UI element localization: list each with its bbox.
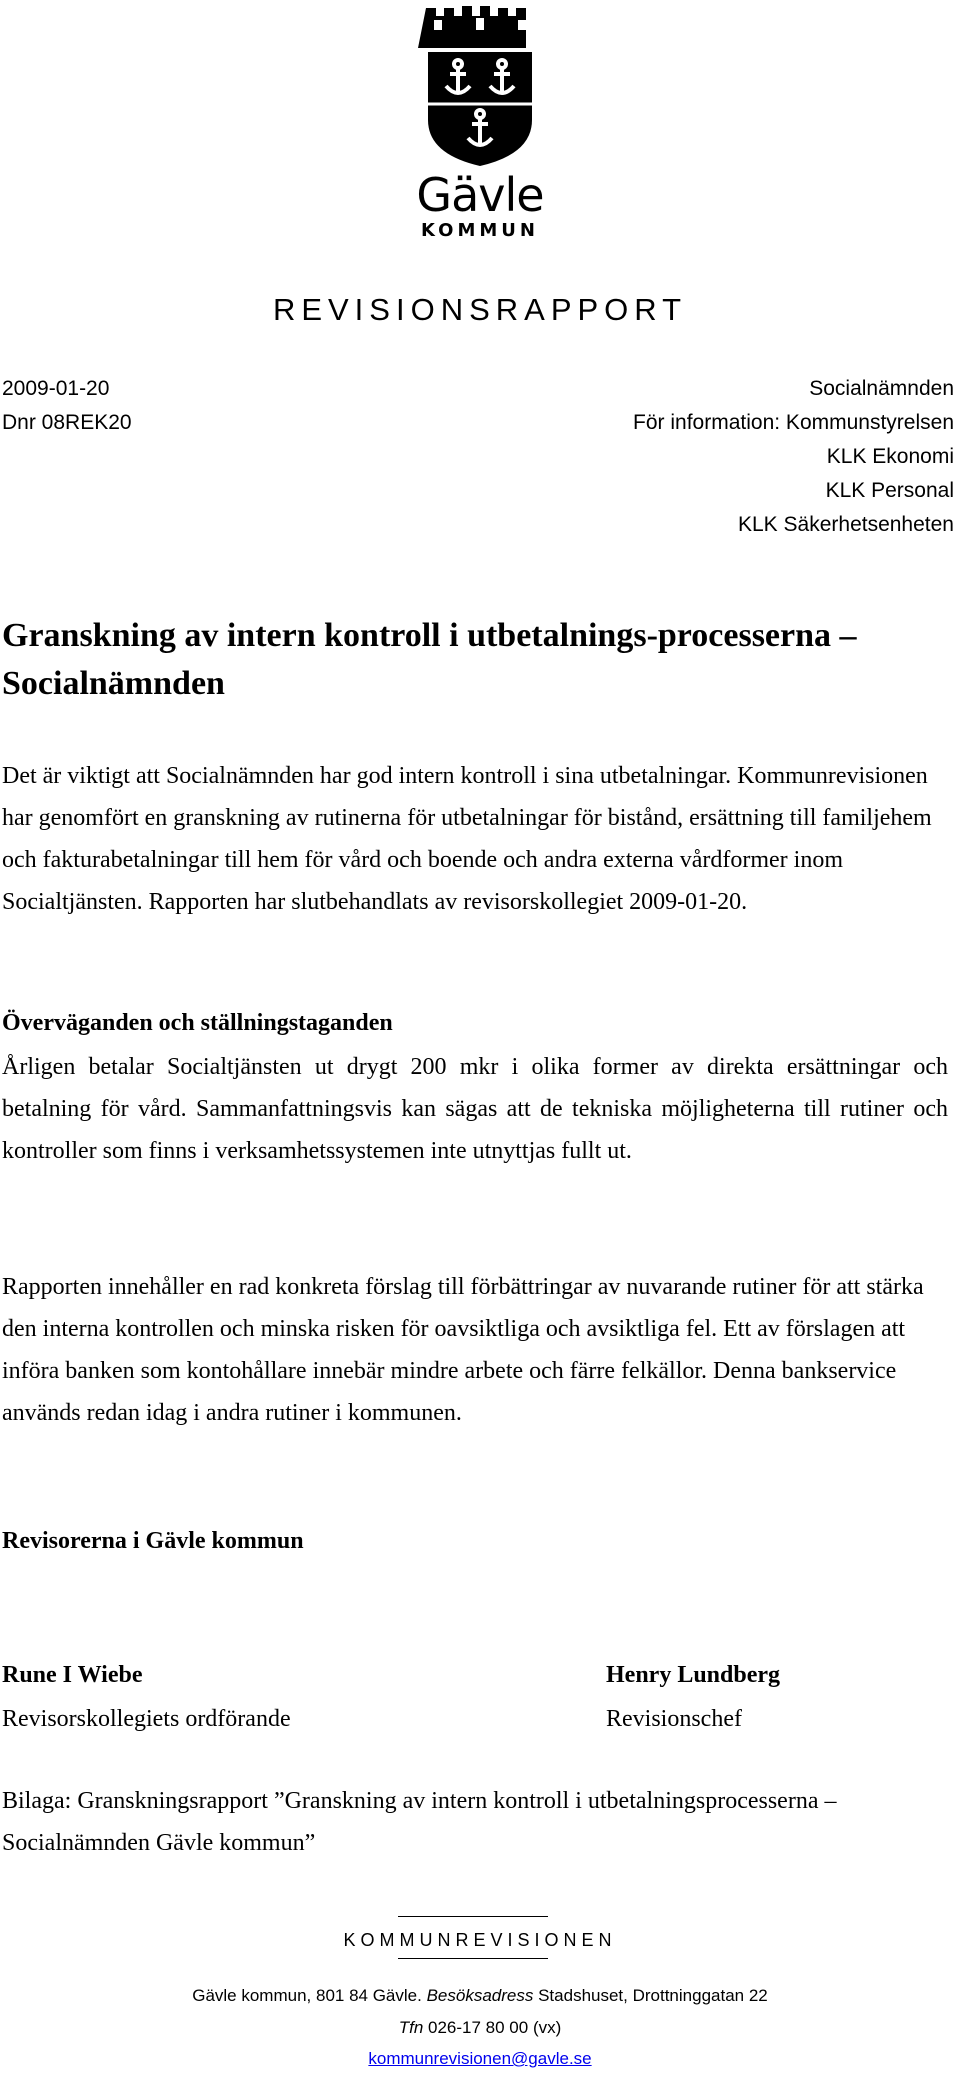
signatory-role: Revisionschef bbox=[606, 1706, 742, 1732]
footer-phone-number: 026-17 80 00 (vx) bbox=[428, 2018, 562, 2037]
attachment-note: Bilaga: Granskningsrapport ”Granskning av intern kontroll i utbetalningsprocesserna – Socialnämnden Gävle kommun” bbox=[2, 1788, 837, 1856]
report-heading: Granskning av intern kontroll i utbetalnings-processerna – Socialnämnden bbox=[2, 617, 857, 702]
footer-phone-label: Tfn bbox=[398, 2018, 424, 2037]
document-date: 2009-01-20 bbox=[2, 377, 110, 400]
signatory-1 bbox=[2, 1653, 291, 1741]
recipient: För information: Kommunstyrelsen bbox=[633, 411, 954, 434]
footer-phone bbox=[0, 2018, 960, 2038]
footer-email bbox=[0, 2049, 960, 2069]
footer-email-link[interactable]: kommunrevisionen@gavle.se bbox=[368, 2049, 592, 2068]
logo-wordmark: Gävle bbox=[416, 168, 544, 222]
signoff-heading: Revisorerna i Gävle kommun bbox=[2, 1528, 304, 1554]
footer-divider bbox=[398, 1916, 548, 1917]
logo-subtitle: KOMMUN bbox=[421, 220, 539, 241]
signatory-2 bbox=[606, 1653, 780, 1741]
footer-address bbox=[0, 1986, 960, 2006]
footer-title: KOMMUNREVISIONEN bbox=[343, 1930, 617, 1950]
signatory-role: Revisorskollegiets ordförande bbox=[2, 1706, 291, 1732]
signatory-name: Rune I Wiebe bbox=[2, 1662, 143, 1688]
footer-postal-address: Gävle kommun, 801 84 Gävle. bbox=[192, 1986, 422, 2005]
section-paragraph-1: Årligen betalar Socialtjänsten ut drygt 200 mkr i olika former av direkta ersättningar och betalning för vård. Sammanfattningsvis kan sägas att de tekniska möjligheterna till rutiner och kontroller som finns i verksamhetssystemen inte utnyttjas fullt ut. bbox=[2, 1054, 948, 1164]
document-meta bbox=[2, 372, 132, 440]
gavle-coat-of-arms-icon bbox=[410, 0, 550, 170]
document-type: REVISIONSRAPPORT bbox=[272, 292, 688, 327]
recipient-list bbox=[633, 372, 954, 542]
footer-visit-label: Besöksadress bbox=[426, 1986, 534, 2005]
recipient: KLK Säkerhetsenheten bbox=[738, 513, 954, 536]
signatory-name: Henry Lundberg bbox=[606, 1662, 781, 1688]
section-paragraph-2: Rapporten innehåller en rad konkreta förslag till förbättringar av nuvarande rutiner för att stärka den interna kontrollen och minska risken för oavsiktliga och avsiktliga fel. Ett av förslagen att införa banken som kontohållare innebär mindre arbete och färre felkällor. Denna bankservice används redan idag i andra rutiner i kommunen. bbox=[2, 1274, 924, 1426]
document-dnr: Dnr 08REK20 bbox=[2, 411, 132, 434]
gavle-logo bbox=[410, 0, 550, 240]
intro-paragraph: Det är viktigt att Socialnämnden har god intern kontroll i sina utbetalningar. Kommunrevisionen har genomfört en granskning av rutinerna för utbetalningar för bistånd, ersättning till familjehem och fakturabetalningar till hem för vård och boende och andra externa vårdformer inom Socialtjänsten. Rapporten har slutbehandlats av revisorskollegiet 2009-01-20. bbox=[2, 763, 932, 915]
recipient: Socialnämnden bbox=[809, 377, 954, 400]
footer-divider bbox=[398, 1958, 548, 1959]
recipient: KLK Personal bbox=[825, 479, 954, 502]
section-heading: Överväganden och ställningstaganden bbox=[2, 1010, 393, 1036]
footer-visit-address: Stadshuset, Drottninggatan 22 bbox=[538, 1986, 768, 2005]
recipient: KLK Ekonomi bbox=[826, 445, 954, 468]
